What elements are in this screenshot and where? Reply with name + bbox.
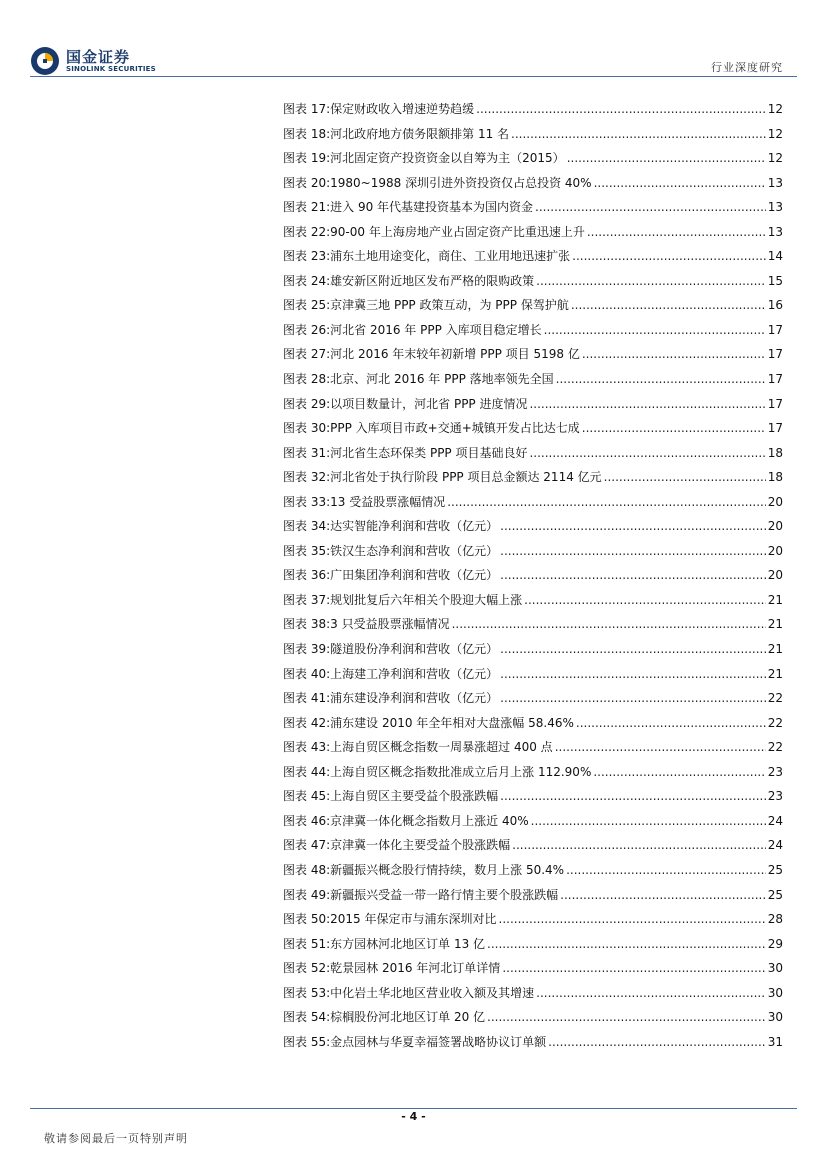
toc-entry-title: 河北省生态环保类 PPP 项目基础良好 [330, 445, 528, 460]
toc-entry-page: 18 [767, 445, 783, 460]
footer-divider [30, 1108, 797, 1109]
report-type-label: 行业深度研究 [711, 61, 783, 74]
toc-entry[interactable] [283, 784, 783, 809]
toc-entry[interactable] [283, 97, 783, 122]
toc-entry-page: 17 [767, 347, 783, 362]
toc-entry-title: 1980~1988 深圳引进外资投资仅占总投资 40% [330, 175, 592, 190]
toc-entry-label: 图表 18: [283, 126, 331, 141]
toc-entry-page: 30 [767, 985, 783, 1000]
toc-dot-leader [587, 220, 766, 245]
toc-entry-page: 23 [767, 789, 783, 804]
toc-entry-page: 20 [767, 568, 783, 583]
toc-entry-page: 17 [767, 421, 783, 436]
toc-dot-leader [524, 588, 766, 613]
toc-entry-page: 22 [767, 691, 783, 706]
toc-entry[interactable] [283, 711, 783, 736]
toc-entry-title: 乾景园林 2016 年河北订单详情 [330, 961, 501, 976]
toc-dot-leader [535, 195, 766, 220]
toc-entry[interactable] [283, 956, 783, 981]
toc-entry-label: 图表 50: [283, 912, 331, 927]
toc-entry-label: 图表 40: [283, 666, 331, 681]
toc-entry[interactable] [283, 1030, 783, 1055]
toc-entry-title: 东方园林河北地区订单 13 亿 [330, 936, 486, 951]
toc-entry-title: 2015 年保定市与浦东深圳对比 [330, 912, 497, 927]
toc-entry[interactable] [283, 760, 783, 785]
toc-dot-leader [500, 686, 766, 711]
toc-entry-page: 23 [767, 764, 783, 779]
toc-entry[interactable] [283, 735, 783, 760]
toc-entry-title: 进入 90 年代基建投资基本为国内资金 [330, 200, 534, 215]
toc-entry-page: 13 [767, 175, 783, 190]
toc-entry-page: 20 [767, 543, 783, 558]
toc-entry-label: 图表 41: [283, 691, 331, 706]
toc-entry-label: 图表 31: [283, 445, 331, 460]
disclaimer-note: 敬请参阅最后一页特别声明 [44, 1132, 188, 1145]
toc-entry-label: 图表 44: [283, 764, 331, 779]
toc-entry-page: 24 [767, 838, 783, 853]
toc-dot-leader [594, 171, 766, 196]
toc-entry-page: 20 [767, 494, 783, 509]
toc-entry-label: 图表 35: [283, 543, 331, 558]
toc-dot-leader [500, 637, 766, 662]
toc-entry-title: 以项目数量计，河北省 PPP 进度情况 [330, 396, 528, 411]
toc-entry-page: 25 [767, 862, 783, 877]
toc-dot-leader [548, 1030, 766, 1055]
toc-entry[interactable] [283, 563, 783, 588]
toc-entry-label: 图表 25: [283, 298, 331, 313]
toc-dot-leader [500, 514, 766, 539]
toc-entry[interactable] [283, 612, 783, 637]
toc-entry[interactable] [283, 220, 783, 245]
toc-entry[interactable] [283, 588, 783, 613]
toc-dot-leader [529, 441, 765, 466]
toc-entry[interactable] [283, 392, 783, 417]
toc-entry[interactable] [283, 809, 783, 834]
toc-entry-label: 图表 24: [283, 273, 331, 288]
toc-entry-label: 图表 37: [283, 592, 331, 607]
toc-entry[interactable] [283, 662, 783, 687]
toc-entry-label: 图表 54: [283, 1010, 331, 1025]
toc-entry-title: 金点园林与华夏幸福签署战略协议订单额 [330, 1034, 547, 1049]
toc-entry-title: 棕榈股份河北地区订单 20 亿 [330, 1010, 486, 1025]
toc-entry-title: 上海建工净利润和营收（亿元） [330, 666, 499, 681]
toc-entry-page: 17 [767, 396, 783, 411]
page-number: - 4 - [401, 1110, 426, 1123]
toc-entry[interactable] [283, 244, 783, 269]
toc-entry-page: 24 [767, 813, 783, 828]
toc-entry-label: 图表 42: [283, 715, 331, 730]
toc-dot-leader [604, 465, 766, 490]
toc-entry-title: 上海自贸区主要受益个股涨跌幅 [330, 789, 499, 804]
toc-entry-page: 14 [767, 249, 783, 264]
toc-dot-leader [571, 293, 766, 318]
toc-dot-leader [452, 612, 766, 637]
toc-entry-title: 90-00 年上海房地产业占固定资产比重迅速上升 [330, 224, 585, 239]
toc-entry-label: 图表 34: [283, 519, 331, 534]
toc-entry-title: 隧道股份净利润和营收（亿元） [330, 642, 499, 657]
toc-entry-title: 广田集团净利润和营收（亿元） [330, 568, 499, 583]
toc-entry-page: 13 [767, 200, 783, 215]
toc-entry-label: 图表 38: [283, 617, 331, 632]
toc-dot-leader [512, 833, 766, 858]
toc-entry-page: 12 [767, 151, 783, 166]
toc-entry-title: 新疆振兴受益一带一路行情主要个股涨跌幅 [330, 887, 559, 902]
toc-entry-title: 河北省 2016 年 PPP 入库项目稳定增长 [330, 322, 542, 337]
toc-dot-leader [567, 146, 766, 171]
sinolink-logo-icon [30, 46, 60, 76]
toc-entry-title: 河北固定资产投资资金以自筹为主（2015） [330, 151, 565, 166]
page-header [0, 0, 827, 80]
toc-entry-page: 29 [767, 936, 783, 951]
toc-dot-leader [556, 367, 766, 392]
toc-entry-label: 图表 19: [283, 151, 331, 166]
toc-entry-page: 25 [767, 887, 783, 902]
toc-entry-title: 新疆振兴概念股行情持续，数月上涨 50.4% [330, 862, 565, 877]
toc-entry-page: 22 [767, 740, 783, 755]
toc-entry-label: 图表 52: [283, 961, 331, 976]
header-divider [30, 76, 797, 77]
toc-entry-page: 18 [767, 470, 783, 485]
toc-entry-page: 12 [767, 126, 783, 141]
toc-dot-leader [499, 907, 766, 932]
toc-dot-leader [582, 342, 766, 367]
toc-entry[interactable] [283, 490, 783, 515]
toc-dot-leader [555, 735, 766, 760]
toc-dot-leader [576, 711, 766, 736]
toc-dot-leader [572, 244, 766, 269]
toc-entry-label: 图表 29: [283, 396, 331, 411]
toc-dot-leader [566, 858, 766, 883]
toc-entry-title: 中化岩土华北地区营业收入额及其增速 [330, 985, 535, 1000]
toc-dot-leader [500, 784, 766, 809]
toc-entry-title: 浦东土地用途变化，商住、工业用地迅速扩张 [330, 249, 571, 264]
toc-entry-title: 京津冀一体化概念指数月上涨近 40% [330, 813, 529, 828]
toc-entry[interactable] [283, 883, 783, 908]
toc-entry-title: 3 只受益股票涨幅情况 [330, 617, 450, 632]
toc-entry-page: 30 [767, 961, 783, 976]
toc-entry[interactable] [283, 858, 783, 883]
toc-entry[interactable] [283, 686, 783, 711]
toc-entry-label: 图表 23: [283, 249, 331, 264]
toc-entry[interactable] [283, 269, 783, 294]
toc-entry[interactable] [283, 907, 783, 932]
toc-entry[interactable] [283, 539, 783, 564]
toc-entry-title: 13 受益股票涨幅情况 [330, 494, 446, 509]
toc-entry-page: 21 [767, 592, 783, 607]
toc-entry-title: 雄安新区附近地区发布严格的限购政策 [330, 273, 535, 288]
toc-entry-label: 图表 47: [283, 838, 331, 853]
toc-dot-leader [447, 490, 765, 515]
toc-entry-title: 河北 2016 年末较年初新增 PPP 项目 5198 亿 [330, 347, 580, 362]
toc-entry-label: 图表 36: [283, 568, 331, 583]
toc-entry[interactable] [283, 122, 783, 147]
toc-dot-leader [544, 318, 766, 343]
toc-entry-page: 17 [767, 322, 783, 337]
toc-entry-page: 17 [767, 372, 783, 387]
toc-entry-label: 图表 32: [283, 470, 331, 485]
toc-entry-label: 图表 26: [283, 322, 331, 337]
toc-entry[interactable] [283, 981, 783, 1006]
toc-entry-title: 上海自贸区概念指数一周暴涨超过 400 点 [330, 740, 553, 755]
logo-chinese-name: 国金证券 [66, 48, 131, 66]
toc-entry[interactable] [283, 833, 783, 858]
toc-dot-leader [582, 416, 766, 441]
toc-dot-leader [560, 883, 766, 908]
toc-entry-title: 规划批复后六年相关个股迎大幅上涨 [330, 592, 523, 607]
toc-entry-page: 13 [767, 224, 783, 239]
toc-entry-label: 图表 27: [283, 347, 331, 362]
toc-dot-leader [500, 662, 766, 687]
toc-entry-label: 图表 33: [283, 494, 331, 509]
toc-entry[interactable] [283, 367, 783, 392]
toc-entry-label: 图表 48: [283, 862, 331, 877]
toc-entry-label: 图表 43: [283, 740, 331, 755]
toc-entry-label: 图表 46: [283, 813, 331, 828]
toc-entry-page: 21 [767, 642, 783, 657]
toc-entry[interactable] [283, 195, 783, 220]
toc-entry-title: 北京、河北 2016 年 PPP 落地率领先全国 [330, 372, 554, 387]
toc-entry-title: 河北政府地方债务限额排第 11 名 [330, 126, 510, 141]
toc-entry-title: 京津冀三地 PPP 政策互动，为 PPP 保驾护航 [330, 298, 569, 313]
toc-dot-leader [500, 539, 766, 564]
toc-entry-page: 12 [767, 102, 783, 116]
toc-entry-page: 15 [767, 273, 783, 288]
toc-dot-leader [487, 932, 766, 957]
toc-entry[interactable] [283, 932, 783, 957]
toc-entry-label: 图表 49: [283, 887, 331, 902]
toc-entry-title: 河北省处于执行阶段 PPP 项目总金额达 2114 亿元 [330, 470, 602, 485]
toc-entry[interactable] [283, 637, 783, 662]
toc-entry-label: 图表 45: [283, 789, 331, 804]
toc-entry-label: 图表 17: [283, 102, 331, 116]
toc-dot-leader [487, 1005, 766, 1030]
toc-entry[interactable] [283, 416, 783, 441]
toc-dot-leader [511, 122, 766, 147]
toc-entry-title: 保定财政收入增速逆势趋缓 [330, 102, 475, 116]
toc-entry[interactable] [283, 465, 783, 490]
toc-entry-page: 21 [767, 666, 783, 681]
toc-entry-page: 20 [767, 519, 783, 534]
toc-entry-page: 30 [767, 1010, 783, 1025]
toc-entry-label: 图表 55: [283, 1034, 331, 1049]
toc-entry-page: 31 [767, 1034, 783, 1049]
toc-entry[interactable] [283, 146, 783, 171]
toc-entry-title: 浦东建设净利润和营收（亿元） [330, 691, 499, 706]
toc-entry[interactable] [283, 171, 783, 196]
toc-dot-leader [500, 563, 766, 588]
toc-dot-leader [529, 392, 765, 417]
toc-dot-leader [536, 269, 766, 294]
toc-entry-title: PPP 入库项目市政+交通+城镇开发占比达七成 [330, 421, 580, 436]
company-logo [30, 46, 160, 76]
toc-entry[interactable] [283, 514, 783, 539]
toc-entry-label: 图表 21: [283, 200, 331, 215]
toc-entry-label: 图表 22: [283, 224, 331, 239]
toc-entry-title: 上海自贸区概念指数批准成立后月上涨 112.90% [330, 764, 592, 779]
toc-entry-label: 图表 51: [283, 936, 331, 951]
toc-dot-leader [531, 809, 766, 834]
toc-entry[interactable] [283, 318, 783, 343]
toc-entry-label: 图表 39: [283, 642, 331, 657]
toc-entry-title: 达实智能净利润和营收（亿元） [330, 519, 499, 534]
toc-entry-page: 21 [767, 617, 783, 632]
toc-entry[interactable] [283, 1005, 783, 1030]
toc-entry-label: 图表 28: [283, 372, 331, 387]
toc-entry[interactable] [283, 342, 783, 367]
toc-entry[interactable] [283, 293, 783, 318]
figure-list [283, 97, 783, 1054]
toc-entry[interactable] [283, 441, 783, 466]
toc-entry-page: 28 [767, 912, 783, 927]
logo-english-name: SINOLINK SECURITIES [66, 65, 156, 73]
toc-entry-label: 图表 20: [283, 175, 331, 190]
toc-entry-label: 图表 30: [283, 421, 331, 436]
toc-dot-leader [502, 956, 765, 981]
toc-entry-page: 22 [767, 715, 783, 730]
toc-entry-title: 铁汉生态净利润和营收（亿元） [330, 543, 499, 558]
toc-entry-title: 京津冀一体化主要受益个股涨跌幅 [330, 838, 511, 853]
toc-entry-title: 浦东建设 2010 年全年相对大盘涨幅 58.46% [330, 715, 574, 730]
toc-dot-leader [476, 97, 766, 122]
toc-entry-page: 16 [767, 298, 783, 313]
toc-entry-label: 图表 53: [283, 985, 331, 1000]
toc-dot-leader [593, 760, 765, 785]
toc-dot-leader [536, 981, 766, 1006]
